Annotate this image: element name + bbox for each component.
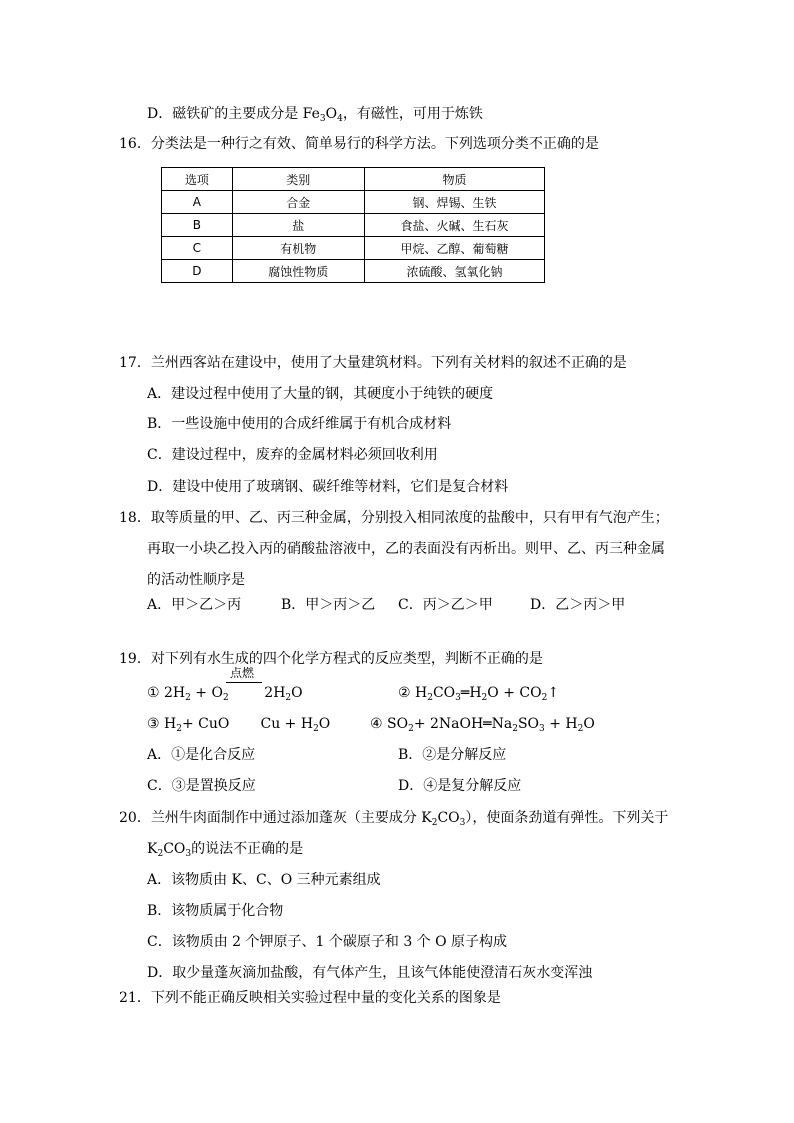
table-header-row	[162, 168, 545, 191]
q17-option-a: A．建设过程中使用了大量的钢，其硬度小于纯铁的硬度	[147, 386, 494, 402]
q18-stem-line2: 再取一小块乙投入丙的硝酸盐溶液中，乙的表面没有丙析出。则甲、乙、丙三种金属	[147, 541, 665, 557]
table-cell: C	[162, 237, 233, 260]
q20-stem-line2	[147, 839, 303, 864]
q19-option-a: A．①是化合反应	[147, 747, 256, 763]
q21-stem: 21．下列不能正确反映相关实验过程中量的变化关系的图象是	[119, 990, 501, 1006]
table-cell: 浓硫酸、氢氧化钠	[364, 260, 544, 283]
table-cell: D	[162, 260, 233, 283]
q19-equation-2	[398, 683, 559, 708]
table-cell: B	[162, 214, 233, 237]
q19-option-d: D．④是复分解反应	[398, 778, 522, 794]
q17-option-c: C．建设过程中，废弃的金属材料必须回收利用	[147, 447, 438, 463]
q19-option-b: B．②是分解反应	[398, 747, 507, 763]
q20-stem-line1-text: 20．兰州牛肉面制作中通过添加蓬灰（主要成分 $K_2CO_3$），使面条劲道有弹性。下列关于	[119, 810, 669, 828]
table-cell: 盐	[232, 214, 364, 237]
table-header-cell: 选项	[162, 168, 233, 191]
table-row	[162, 191, 545, 214]
table-cell: 钢、焊锡、生铁	[364, 191, 544, 214]
q19-stem: 19．对下列有水生成的四个化学方程式的反应类型，判断不正确的是	[119, 651, 543, 667]
table-row	[162, 260, 545, 283]
q20-option-d: D．取少量蓬灰滴加盐酸，有气体产生，且该气体能使澄清石灰水变浑浊	[147, 965, 593, 981]
table-header-cell: 类别	[232, 168, 364, 191]
q16-stem: 16．分类法是一种行之有效、简单易行的科学方法。下列选项分类不正确的是	[119, 136, 599, 152]
q19-equation-4-text: ④ $SO_2+$ $2NaOH═Na_2SO_3 + H_2O$	[370, 716, 595, 734]
q19-equation-1-text: ① $2H_2 + O_2$ $2H_2O$	[147, 685, 303, 703]
table-cell: 食盐、火碱、生石灰	[364, 214, 544, 237]
table-cell: 合金	[232, 191, 364, 214]
table-cell: A	[162, 191, 233, 214]
q18-option-b: B．甲＞丙＞乙	[281, 597, 376, 613]
q19-equation-3-text: ③ $H_2+$ CuO $Cu + H_2O$	[147, 716, 331, 734]
q15-option-d	[147, 104, 483, 129]
q18-stem-line1: 18．取等质量的甲、乙、丙三种金属，分别投入相同浓度的盐酸中，只有甲有气泡产生；	[119, 510, 669, 526]
q19-equation-1	[147, 683, 303, 708]
classification-table	[161, 167, 545, 283]
table-row	[162, 237, 545, 260]
q17-stem: 17．兰州西客站在建设中，使用了大量建筑材料。下列有关材料的叙述不正确的是	[119, 355, 627, 371]
table-cell: 有机物	[232, 237, 364, 260]
q18-option-c: C．丙＞乙＞甲	[398, 597, 493, 613]
q20-option-c: C．该物质由 2 个钾原子、1 个碳原子和 3 个 O 原子构成	[147, 934, 508, 950]
table-header-cell: 物质	[364, 168, 544, 191]
table-row	[162, 214, 545, 237]
q19-equation-4	[370, 714, 595, 739]
q18-stem-line3: 的活动性顺序是	[147, 572, 245, 588]
q18-option-d: D．乙＞丙＞甲	[530, 597, 626, 613]
q19-option-c: C．③是置换反应	[147, 778, 256, 794]
q20-stem-line2-text: $K_2CO_3$的说法不正确的是	[147, 841, 304, 859]
q15-option-d-text: D．磁铁矿的主要成分是 $Fe_3O_4$，有磁性，可用于炼铁	[147, 106, 483, 124]
table-cell: 腐蚀性物质	[232, 260, 364, 283]
q20-option-b: B．该物质属于化合物	[147, 903, 284, 919]
q19-equation-2-text: ② $H_2CO_3═H_2O$ + $CO_2↑$	[398, 685, 560, 703]
q20-option-a: A．该物质由 K、C、O 三种元素组成	[147, 872, 381, 888]
q17-option-b: B．一些设施中使用的合成纤维属于有机合成材料	[147, 416, 452, 432]
q19-reaction-condition: 点燃	[230, 666, 255, 680]
q19-equation-3	[147, 714, 330, 739]
q17-option-d: D．建设中使用了玻璃钢、碳纤维等材料，它们是复合材料	[147, 479, 509, 495]
table-cell: 甲烷、乙醇、葡萄糖	[364, 237, 544, 260]
q20-stem-line1	[119, 808, 668, 833]
q18-option-a: A．甲＞乙＞丙	[147, 597, 242, 613]
